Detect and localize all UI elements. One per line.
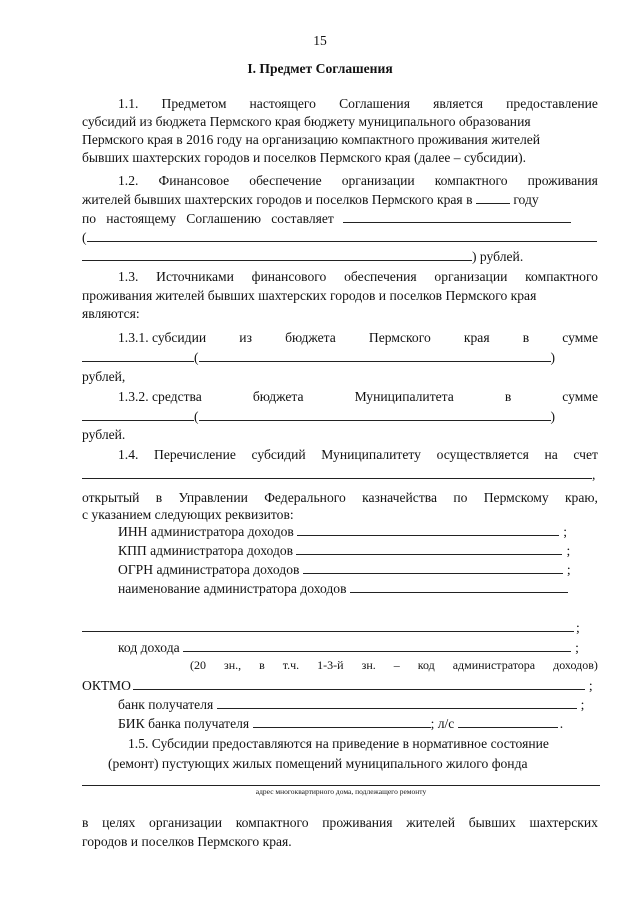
naim-row-2: ; <box>82 618 580 636</box>
inn-row: ИНН администратора доходов ; <box>118 524 568 539</box>
p1-1-line-3: Пермского края в 2016 году на организацию компактного проживания жителей <box>82 132 541 147</box>
p1-2-line-5: ) рублей. <box>82 247 523 265</box>
admin-name-field[interactable] <box>350 579 568 593</box>
municipal-amount-words-field[interactable] <box>199 407 551 421</box>
p1-3-line-1: 1.3. Источниками финансового обеспечения организации компактного <box>118 269 598 284</box>
p1-3-1-line-1: 1.3.1. субсидии из бюджета Пермского края в сумме <box>118 330 598 345</box>
naim-row: наименование администратора доходов <box>118 579 568 597</box>
p1-3-1-line-3: рублей, <box>82 369 126 384</box>
oktmo-row: ОКТМО ; <box>82 678 593 693</box>
p1-1-line-1: 1.1. Предметом настоящего Соглашения является предоставление <box>118 96 598 111</box>
p1-5-line-1: 1.5. Субсидии предоставляются на приведение в нормативное состояние <box>128 736 549 751</box>
admin-name-field-2[interactable] <box>82 618 574 632</box>
p1-1-line-4: бывших шахтерских городов и поселков Пермского края (далее – субсидии). <box>82 150 527 165</box>
bik-row: БИК банка получателя ; л/с . <box>118 716 564 731</box>
p1-2-line-4: ( <box>82 228 597 246</box>
p1-3-line-2: проживания жителей бывших шахтерских городов и поселков Пермского края <box>82 288 537 303</box>
income-code-field[interactable] <box>183 638 571 652</box>
kod-note: (20 зн., в т.ч. 1-3-й зн. – код администратора доходов) <box>190 658 598 672</box>
p1-4-line-1: 1.4. Перечисление субсидий Муниципалитету осуществляется на счет <box>118 447 598 462</box>
ogrn-row: ОГРН администратора доходов ; <box>118 562 571 577</box>
municipal-amount-field[interactable] <box>82 407 194 421</box>
bank-row: банк получателя ; <box>118 697 585 712</box>
p1-4-line-3: открытый в Управлении Федерального казначейства по Пермскому краю, <box>82 490 598 505</box>
kod-row: код дохода ; <box>118 640 579 655</box>
p1-4-line-2: , <box>82 465 595 483</box>
subsidy-amount-words-field[interactable] <box>199 348 551 362</box>
year-blank[interactable] <box>476 190 510 204</box>
page-number: 15 <box>313 33 327 48</box>
p1-2-line-1: 1.2. Финансовое обеспечение организации компактного проживания <box>118 173 598 188</box>
ogrn-field[interactable] <box>303 560 563 574</box>
p1-3-2-line-3: рублей. <box>82 427 126 442</box>
section-title: I. Предмет Соглашения <box>247 61 393 76</box>
p1-4-line-4: с указанием следующих реквизитов: <box>82 507 294 522</box>
kpp-field[interactable] <box>296 541 562 555</box>
amount-in-words-field[interactable] <box>87 228 597 242</box>
amount-field[interactable] <box>343 209 571 223</box>
oktmo-field[interactable] <box>133 676 585 690</box>
p1-3-2-line-1: 1.3.2. средства бюджета Муниципалитета в сумме <box>118 389 598 404</box>
amount-in-words-field-2[interactable] <box>82 247 472 261</box>
inn-field[interactable] <box>297 522 559 536</box>
p1-3-2-line-2: ( ) <box>82 407 555 425</box>
p1-3-line-3: являются: <box>82 306 140 321</box>
personal-account-field[interactable] <box>458 714 558 728</box>
kpp-row: КПП администратора доходов ; <box>118 543 571 558</box>
p1-5-line-3: в целях организации компактного проживания жителей бывших шахтерских <box>82 815 598 830</box>
p1-3-1-line-2: ( ) <box>82 348 555 366</box>
bank-field[interactable] <box>217 695 577 709</box>
subsidy-amount-field[interactable] <box>82 348 194 362</box>
p1-2-line-3: по настоящему Соглашению составляет <box>82 209 571 227</box>
p1-5-line-4: городов и поселков Пермского края. <box>82 834 292 849</box>
p1-5-line-2: (ремонт) пустующих жилых помещений муниципального жилого фонда <box>108 756 528 771</box>
bik-field[interactable] <box>253 714 431 728</box>
address-caption: адрес многоквартирного дома, подлежащего ремонту <box>255 787 427 796</box>
p1-1-line-2: субсидий из бюджета Пермского края бюджету муниципального образования <box>82 114 531 129</box>
p1-2-line-2: жителей бывших шахтерских городов и поселков Пермского края в году <box>82 192 539 207</box>
address-field[interactable] <box>82 785 600 786</box>
account-number-field[interactable] <box>82 465 592 479</box>
